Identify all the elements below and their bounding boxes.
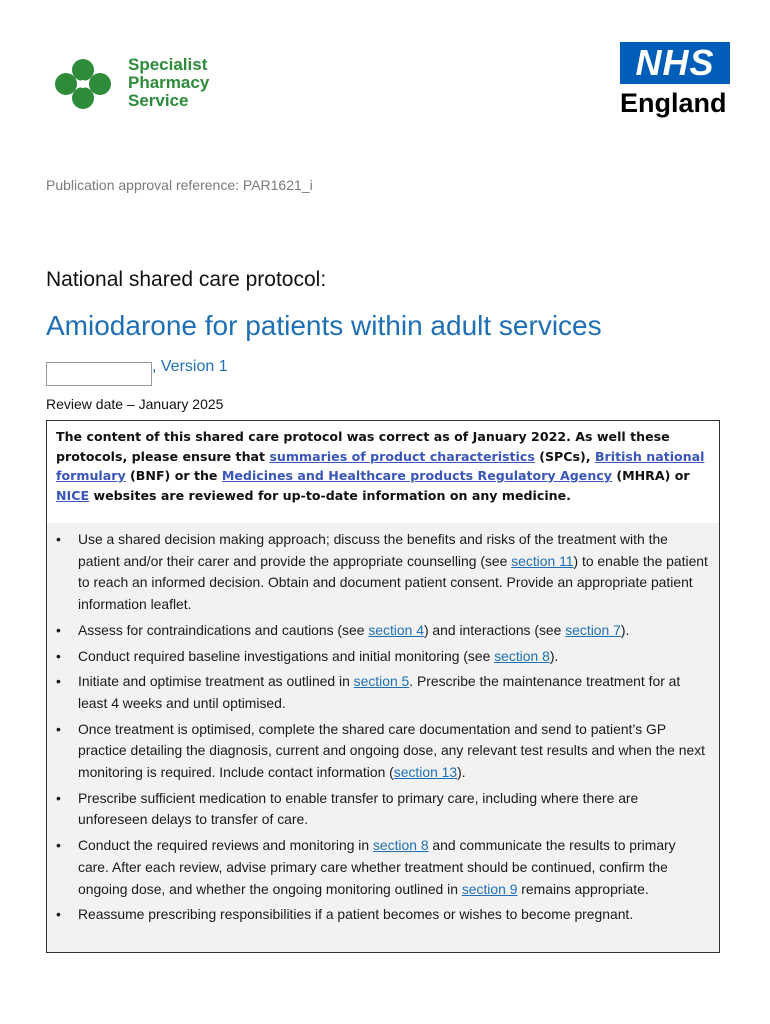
page-title: Amiodarone for patients within adult services — [46, 310, 602, 341]
version-row — [46, 358, 228, 386]
section-link[interactable]: section 8 — [494, 647, 550, 664]
section-link[interactable]: section 9 — [461, 880, 518, 897]
item-text: . Prescribe the maintenance treatment for at least 4 weeks and until optimised. — [78, 673, 681, 711]
section-link[interactable]: section 7 — [565, 621, 621, 638]
sps-logo-line: Service — [128, 91, 189, 110]
bullet: • — [56, 621, 61, 638]
responsibility-list — [56, 529, 709, 926]
section-link[interactable]: section 13 — [393, 764, 458, 781]
notice-box — [46, 420, 720, 524]
notice-text: (BNF) or the — [125, 468, 222, 483]
item-text: Reassume prescribing responsibilities if a patient becomes or wishes to become pregnant. — [78, 906, 634, 923]
approval-reference: Publication approval reference: PAR1621_i — [46, 177, 313, 193]
list-item — [56, 646, 709, 668]
sps-logo-line: Specialist — [128, 55, 208, 74]
spc-link[interactable]: summaries of product characteristics — [269, 448, 535, 464]
bullet: • — [56, 673, 61, 690]
notice-text: websites are reviewed for up-to-date information on any medicine. — [89, 487, 571, 503]
notice-text: The content of this shared care protocol was correct as of January 2022. As well these protocols, please ensure that — [56, 429, 670, 464]
mhra-link[interactable]: Medicines and Healthcare products Regulatory Agency — [221, 468, 612, 483]
review-date: Review date – January 2025 — [46, 396, 224, 412]
list-item — [56, 529, 709, 616]
item-text: ). — [549, 647, 559, 664]
item-text: Once treatment is optimised, complete the shared care documentation and send to patient’s GP practice detailing the diagnosis, current and ongoing dose, any relevant test results and when the next monitoring is required. Include contact information ( — [78, 720, 706, 781]
item-text: ) and interactions (see — [423, 621, 566, 638]
item-text: Initiate and optimise treatment as outlined in — [78, 673, 354, 690]
item-text: and communicate the results to primary care. After each review, advise primary care whether treatment should be continued, confirm the ongoing dose, and whether the ongoing monitoring outlined in — [78, 837, 676, 897]
bullet: • — [56, 531, 61, 547]
list-item — [56, 788, 709, 831]
bullet: • — [56, 906, 61, 923]
item-text: Prescribe sufficient medication to enable transfer to primary care, including where there are unforeseen delays to transfer of care. — [78, 789, 639, 828]
specialist-responsibilities — [46, 523, 720, 953]
version-label: , Version 1 — [152, 358, 228, 375]
section-link[interactable]: section 11 — [511, 552, 574, 569]
item-text: Conduct the required reviews and monitoring in — [78, 837, 373, 854]
page-subtitle: National shared care protocol: — [46, 268, 327, 291]
nhs-logo-region: England — [620, 88, 727, 118]
notice-text: (SPCs), — [534, 448, 595, 464]
nhs-england-logo — [620, 42, 734, 118]
item-text: Assess for contraindications and cautions (see — [78, 621, 369, 638]
sps-clover-icon — [52, 56, 114, 112]
bullet: • — [56, 647, 61, 664]
section-link[interactable]: section 5 — [353, 673, 410, 690]
bnf-link[interactable]: British national formulary — [56, 448, 705, 483]
item-text: ). — [620, 621, 630, 638]
sps-logo — [52, 56, 209, 112]
item-text: Conduct required baseline investigations and initial monitoring (see — [78, 647, 495, 664]
list-item — [56, 671, 709, 714]
item-text: ). — [457, 764, 466, 781]
notice-text: (MHRA) or — [611, 468, 690, 483]
list-item — [56, 904, 709, 926]
nhs-logo-box: NHS — [620, 42, 730, 84]
item-text: Use a shared decision making approach; discuss the benefits and risks of the treatment with the patient and/or their carer and provide the appropriate counselling (see — [78, 531, 668, 569]
list-item — [56, 719, 709, 784]
section-link[interactable]: section 4 — [368, 621, 424, 638]
sps-logo-line: Pharmacy — [128, 73, 210, 92]
list-item — [56, 835, 709, 900]
bullet: • — [56, 720, 61, 737]
item-text: ) to enable the patient to reach an informed decision. Obtain and document patient consent. Provide an appropriate patient information leaflet. — [78, 552, 708, 613]
section-link[interactable]: section 8 — [372, 837, 429, 854]
sps-logo-text — [128, 56, 209, 110]
bullet: • — [56, 789, 61, 806]
bullet: • — [56, 837, 61, 854]
item-text: remains appropriate. — [517, 880, 649, 897]
version-date-field[interactable] — [46, 362, 152, 386]
nice-link[interactable]: NICE — [56, 487, 90, 503]
list-item — [56, 620, 709, 642]
